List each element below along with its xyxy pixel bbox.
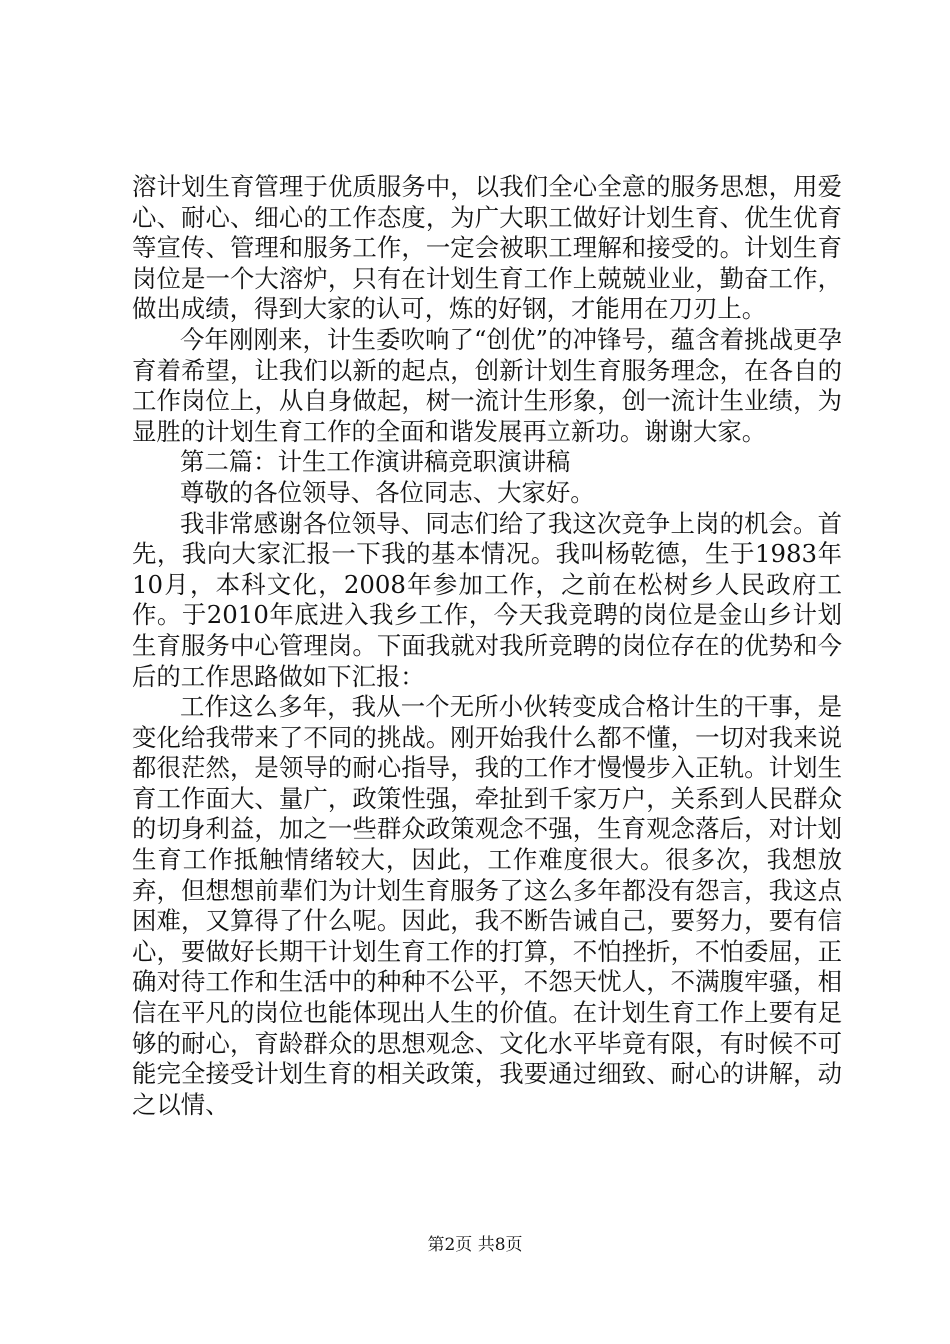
document-body xyxy=(132,172,842,1120)
paragraph-6: 工作这么多年，我从一个无所小伙转变成合格计生的干事，是变化给我带来了不同的挑战。刚开始我什么都不懂，一切对我来说都很茫然，是领导的耐心指导，我的工作才慢慢步入正轨。计划生育工作面大、量广，政策性强，牵扯到千家万户，关系到人民群众的切身利益，加之一些群众政策观念不强，生育观念落后，对计划生育工作抵触情绪较大，因此，工作难度很大。很多次，我想放弃，但想想前辈们为计划生育服务了这么多年都没有怨言，我这点困难，又算得了什么呢。因此，我不断告诫自己，要努力，要有信心，要做好长期干计划生育工作的打算，不怕挫折，不怕委屈，正确对待工作和生活中的种种不公平，不怨天忧人，不满腹牢骚，相信在平凡的岗位也能体现出人生的价值。在计划生育工作上要有足够的耐心，育龄群众的思想观念、文化水平毕竟有限，有时候不可能完全接受计划生育的相关政策，我要通过细致、耐心的讲解，动之以情、 xyxy=(132,692,842,1119)
salutation: 尊敬的各位领导、各位同志、大家好。 xyxy=(180,477,595,507)
paragraph-2: 今年刚刚来，计生委吹响了“创优”的冲锋号，蕴含着挑战更孕育着希望，让我们以新的起点，创新计划生育服务理念，在各自的工作岗位上，从自身做起，树一流计生形象，创一流计生业绩，为显胜的计划生育工作的全面和谐发展再立新功。谢谢大家。 xyxy=(132,324,842,446)
paragraph-1: 溶计划生育管理于优质服务中，以我们全心全意的服务思想，用爱心、耐心、细心的工作态度，为广大职工做好计划生育、优生优育等宣传、管理和服务工作，一定会被职工理解和接受的。计划生育岗位是一个大溶炉，只有在计划生育工作上兢兢业业，勤奋工作，做出成绩，得到大家的认可，炼的好钢，才能用在刀刃上。 xyxy=(132,172,842,324)
section-heading: 第二篇：计生工作演讲稿竞职演讲稿 xyxy=(180,447,571,477)
paragraph-5: 我非常感谢各位领导、同志们给了我这次竞争上岗的机会。首先，我向大家汇报一下我的基本情况。我叫杨乾德，生于1983年10月，本科文化，2008年参加工作，之前在松树乡人民政府工作。于2010年底进入我乡工作，今天我竞聘的岗位是金山乡计划生育服务中心管理岗。下面我就对我所竞聘的岗位存在的优势和今后的工作思路做如下汇报： xyxy=(132,508,842,691)
page-footer: 第2页 共8页 xyxy=(427,1235,523,1255)
